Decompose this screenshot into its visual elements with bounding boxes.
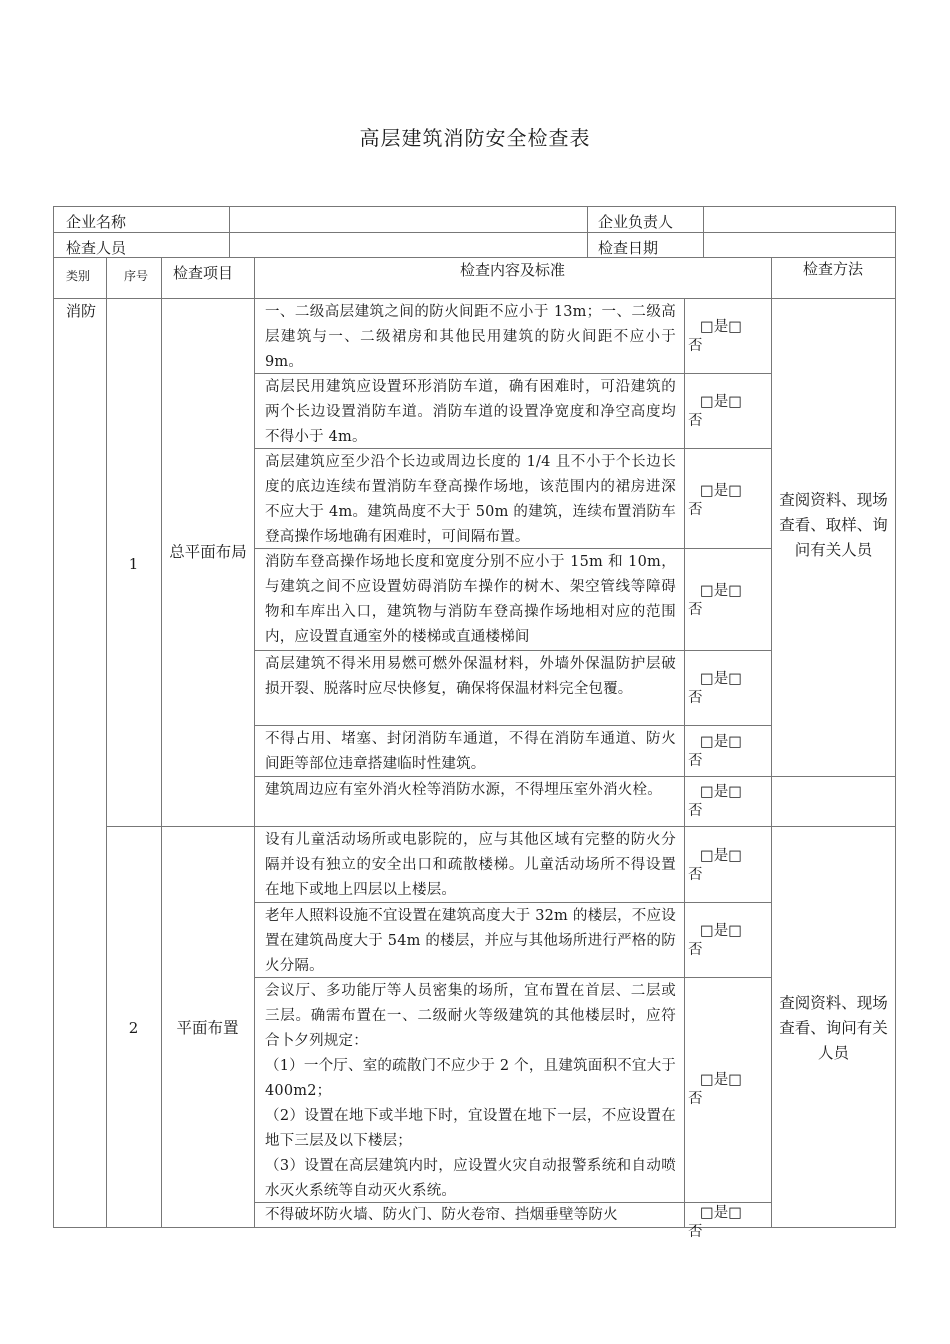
yes-checkbox-label[interactable]: □是□ <box>700 671 742 687</box>
yes-checkbox-label[interactable]: □是□ <box>700 394 742 410</box>
no-checkbox-label[interactable]: 否 <box>688 753 703 769</box>
yes-checkbox-label[interactable]: □是□ <box>700 848 742 864</box>
no-checkbox-label[interactable]: 否 <box>688 803 703 819</box>
check-item-2-3-intro: 会议厅、多功能厅等人员密集的场所，宜布置在首层、二层或三层。确需布置在一、二级耐火等级建筑的其他楼层时，应符合卜夕列规定： <box>265 983 676 1049</box>
table-border-top <box>53 206 896 207</box>
grid-line <box>106 826 896 827</box>
yes-no-checkbox[interactable] <box>688 318 742 356</box>
grid-line <box>254 725 771 726</box>
group1-method: 查阅资料、现场查看、取样、询问有关人员 <box>779 491 888 559</box>
date-label: 检查日期 <box>598 239 659 257</box>
check-item-1-1: 一、二级高层建筑之间的防火间距不应小于 13m；一、二级高层建筑与一、二级裙房和其他民用建筑的防火间距不应小于 9m。 <box>265 304 676 370</box>
check-item-2-1: 设有儿童活动场所或电影院的，应与其他区域有完整的防火分隔并设有独立的安全出口和疏散楼梯。儿童活动场所不得设置在地下或地上四层以上楼层。 <box>265 832 676 898</box>
yes-no-checkbox[interactable] <box>688 733 742 771</box>
no-checkbox-label[interactable]: 否 <box>688 690 703 706</box>
check-item-1-4: 消防车登高操作场地长度和宽度分别不应小于 15m 和 10m，与建筑之间不应设置妨碍消防车操作的树木、架空管线等障碍物和车库出入口，建筑物与消防车登高操作场地相对应的范围内，应设置直通室外的楼梯或直通楼梯间 <box>265 554 676 645</box>
no-checkbox-label[interactable]: 否 <box>688 1224 703 1240</box>
yes-checkbox-label[interactable]: □是□ <box>700 1205 742 1221</box>
yes-no-checkbox[interactable] <box>688 847 742 885</box>
table-border-right <box>895 206 896 1228</box>
yes-checkbox-label[interactable]: □是□ <box>700 923 742 939</box>
yes-no-checkbox[interactable] <box>688 1071 742 1109</box>
no-checkbox-label[interactable]: 否 <box>688 602 703 618</box>
group2-method: 查阅资料、现场查看、询问有关人员 <box>779 994 888 1062</box>
table-border-left <box>53 206 54 1228</box>
check-item-2-2: 老年人照料设施不宜设置在建筑高度大于 32m 的楼层，不应设置在建筑咼度大于 54m 的楼层，并应与其他场所进行严格的防火分隔。 <box>265 908 676 974</box>
table-border-bottom <box>53 1227 896 1228</box>
yes-no-checkbox[interactable] <box>688 922 742 960</box>
grid-line <box>703 206 704 257</box>
category-value: 消防 <box>66 302 97 320</box>
col-method-header: 检查方法 <box>802 260 863 278</box>
yes-no-checkbox[interactable] <box>688 482 742 520</box>
check-item-1-5: 高层建筑不得米用易燃可燃外保温材料，外墙外保温防护层破损开裂、脱落时应尽快修复，确保将保温材料完全包覆。 <box>265 656 676 697</box>
check-item-2-3-rule-2: （2）设置在地下或半地下时，宜设置在地下一层，不应设置在地下三层及以下楼层； <box>265 1108 676 1149</box>
grid-line <box>587 206 588 257</box>
check-item-2-4: 不得破坏防火墙、防火门、防火卷帘、挡烟垂壁等防火 <box>265 1207 618 1223</box>
col-item-header: 检查项目 <box>173 264 234 282</box>
grid-line <box>161 257 162 1228</box>
check-item-1-7: 建筑周边应有室外消火栓等消防水源，不得埋压室外消火栓。 <box>265 782 662 798</box>
yes-no-checkbox[interactable] <box>688 393 742 431</box>
grid-line <box>254 650 771 651</box>
yes-no-checkbox[interactable] <box>688 670 742 708</box>
yes-checkbox-label[interactable]: □是□ <box>700 784 742 800</box>
check-item-2-3-rule-1: （1）一个厅、室的疏散门不应少于 2 个，且建筑面积不宜大于 400m2； <box>265 1058 676 1099</box>
col-content-header: 检查内容及标准 <box>459 261 565 279</box>
grid-line <box>229 206 230 257</box>
no-checkbox-label[interactable]: 否 <box>688 942 703 958</box>
group1-item: 总平面布局 <box>169 543 247 561</box>
yes-checkbox-label[interactable]: □是□ <box>700 319 742 335</box>
check-item-1-2: 高层民用建筑应设置环形消防车道，确有困难时，可沿建筑的两个长边设置消防车道。消防车道的设置净宽度和净空高度均不得小于 4m。 <box>265 379 676 445</box>
group1-seq: 1 <box>128 555 139 573</box>
company-head-label: 企业负责人 <box>598 213 674 231</box>
no-checkbox-label[interactable]: 否 <box>688 413 703 429</box>
check-item-1-6: 不得占用、堵塞、封闭消防车通道，不得在消防车通道、防火间距等部位违章搭建临时性建筑。 <box>265 731 676 772</box>
yes-checkbox-label[interactable]: □是□ <box>700 1072 742 1088</box>
yes-no-checkbox[interactable] <box>688 582 742 620</box>
no-checkbox-label[interactable]: 否 <box>688 867 703 883</box>
grid-line <box>254 373 771 374</box>
check-item-2-3 <box>265 979 676 1202</box>
col-category-header: 类别 <box>66 269 91 283</box>
check-item-1-3: 高层建筑应至少沿个长边或周边长度的 1/4 且不小于个长边长度的底边连续布置消防车登高操作场地，该范围内的裙房进深不应大于 4m。建筑咼度不大于 50m 的建筑，连续布置消防车登高操作场地确有困难时，可间隔布置。 <box>265 454 676 545</box>
yes-no-checkbox[interactable] <box>688 1204 742 1240</box>
yes-checkbox-label[interactable]: □是□ <box>700 583 742 599</box>
grid-line <box>254 977 771 978</box>
no-checkbox-label[interactable]: 否 <box>688 502 703 518</box>
grid-line <box>53 298 896 299</box>
inspector-label: 检查人员 <box>66 239 127 257</box>
grid-line <box>684 298 685 1228</box>
grid-line <box>53 257 896 258</box>
page-title: 高层建筑消防安全检查表 <box>359 126 591 150</box>
check-item-2-3-rule-3: （3）设置在高层建筑内时，应设置火灾自动报警系统和自动喷水灭火系统等自动灭火系统。 <box>265 1158 676 1199</box>
company-name-label: 企业名称 <box>66 213 127 231</box>
no-checkbox-label[interactable]: 否 <box>688 1091 703 1107</box>
no-checkbox-label[interactable]: 否 <box>688 338 703 354</box>
group2-seq: 2 <box>128 1019 139 1037</box>
yes-checkbox-label[interactable]: □是□ <box>700 734 742 750</box>
grid-line <box>254 257 255 1228</box>
group2-item: 平面布置 <box>176 1019 239 1037</box>
yes-no-checkbox[interactable] <box>688 783 742 821</box>
col-seq-header: 序号 <box>124 269 149 283</box>
yes-checkbox-label[interactable]: □是□ <box>700 483 742 499</box>
grid-line <box>106 257 107 1228</box>
grid-line <box>53 232 896 233</box>
grid-line <box>771 257 772 1228</box>
